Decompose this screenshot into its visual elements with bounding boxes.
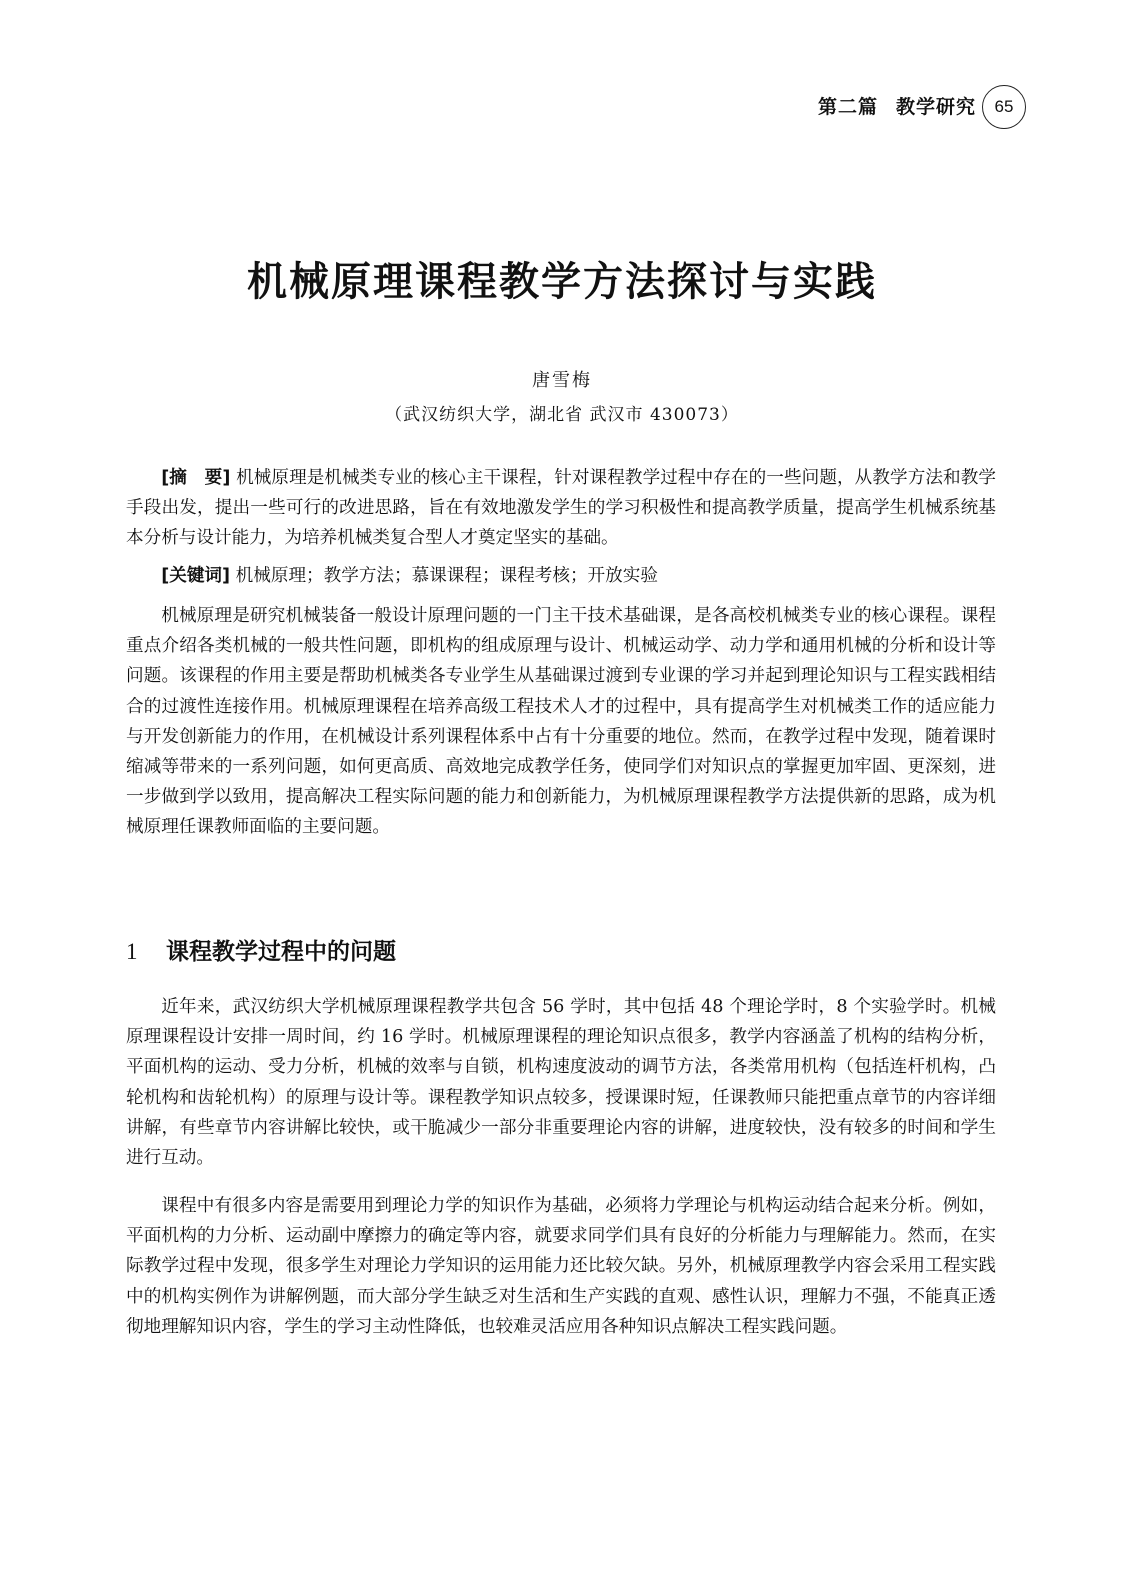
abstract-text: 机械原理是机械类专业的核心主干课程，针对课程教学过程中存在的一些问题，从教学方法和教学手段出发，提出一些可行的改进思路，旨在有效地激发学生的学习积极性和提高教学质量，提高学生机械系统基本分析与设计能力，为培养机械类复合型人才奠定坚实的基础。 [126,468,996,549]
running-head [818,92,976,119]
keywords-label: [关键词] [161,566,231,586]
section-1-heading [126,933,396,966]
section-label: 教学研究 [895,96,976,118]
section-1-title: 课程教学过程中的问题 [166,939,396,965]
abstract-label: [摘 要] [161,468,231,488]
author-affiliation: （武汉纺织大学，湖北省 武汉市 430073） [385,405,739,425]
section-1-paragraph-1: 近年来，武汉纺织大学机械原理课程教学共包含 56 学时，其中包括 48 个理论学时，8 个实验学时。机械原理课程设计安排一周时间，约 16 学时。机械原理课程的理论知识点很多，教学内容涵盖了机构的结构分析，平面机构的运动、受力分析，机械的效率与自锁，机构速度波动的调节方法，各类常用机构（包括连杆机构，凸轮机构和齿轮机构）的原理与设计等。课程教学知识点较多，授课课时短，任课教师只能把重点章节的内容详细讲解，有些章节内容讲解比较快，或干脆减少一部分非重要理论内容的讲解，进度较快，没有较多的时间和学生进行互动。 [126,997,996,1169]
author-name: 唐雪梅 [532,370,592,391]
page-number: 65 [982,85,1026,129]
section-1-paragraph-2: 课程中有很多内容是需要用到理论力学的知识作为基础，必须将力学理论与机构运动结合起来分析。例如，平面机构的力分析、运动副中摩擦力的确定等内容，就要求同学们具有良好的分析能力与理解能力。然而，在实际教学过程中发现，很多学生对理论力学知识的运用能力还比较欠缺。另外，机械原理教学内容会采用工程实践中的机构实例作为讲解例题，而大部分学生缺乏对生活和生产实践的直观、感性认识，理解力不强，不能真正透彻地理解知识内容，学生的学习主动性降低，也较难灵活应用各种知识点解决工程实践问题。 [126,1196,996,1337]
article-title: 机械原理课程教学方法探讨与实践 [247,259,877,305]
keywords [126,561,996,591]
section-1-number: 1 [126,939,138,964]
abstract [126,463,996,554]
part-label: 第二篇 [817,96,878,118]
keywords-text: 机械原理；教学方法；慕课课程；课程考核；开放实验 [235,566,658,586]
intro-paragraph: 机械原理是研究机械装备一般设计原理问题的一门主干技术基础课，是各高校机械类专业的核心课程。课程重点介绍各类机械的一般共性问题，即机构的组成原理与设计、机械运动学、动力学和通用机械的分析和设计等问题。该课程的作用主要是帮助机械类各专业学生从基础课过渡到专业课的学习并起到理论知识与工程实践相结合的过渡性连接作用。机械原理课程在培养高级工程技术人才的过程中，具有提高学生对机械类工作的适应能力与开发创新能力的作用，在机械设计系列课程体系中占有十分重要的地位。然而，在教学过程中发现，随着课时缩减等带来的一系列问题，如何更高质、高效地完成教学任务，使同学们对知识点的掌握更加牢固、更深刻，进一步做到学以致用，提高解决工程实际问题的能力和创新能力，为机械原理课程教学方法提供新的思路，成为机械原理任课教师面临的主要问题。 [126,606,996,838]
